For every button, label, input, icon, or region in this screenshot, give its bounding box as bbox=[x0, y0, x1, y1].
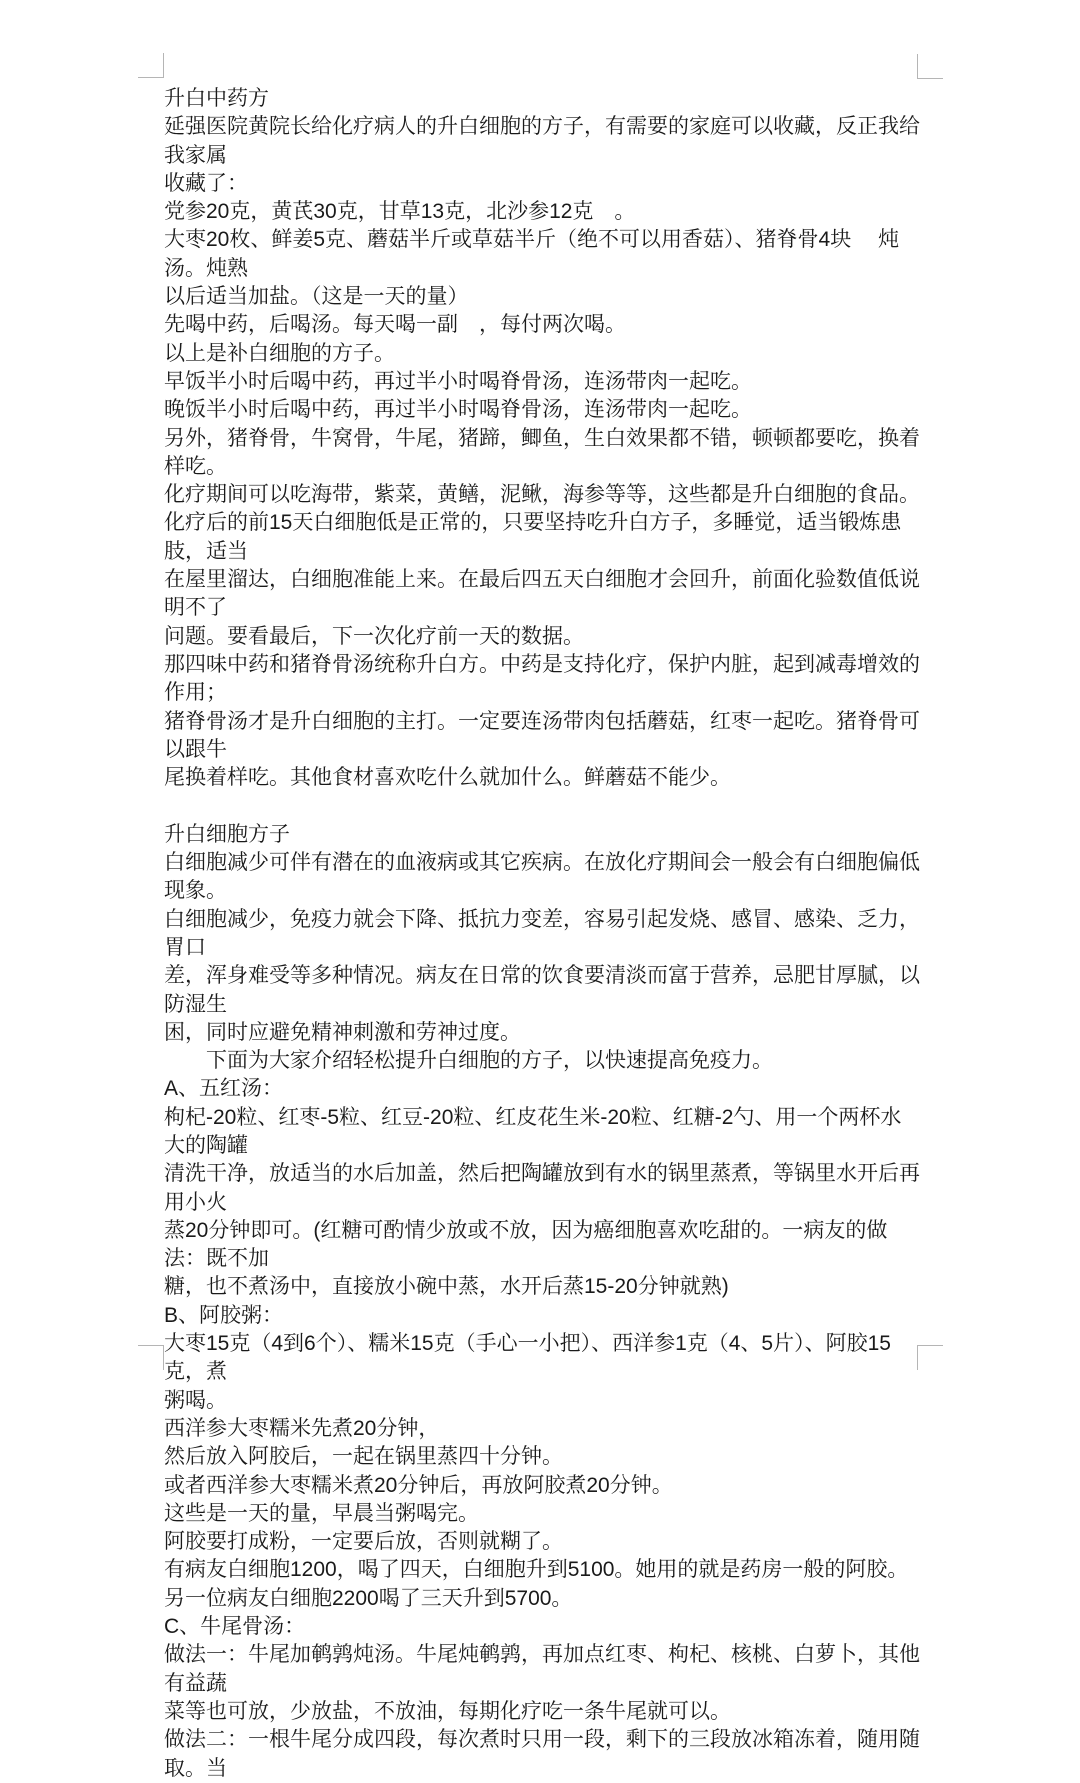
text-line: 以后适当加盐。（这是一天的量） bbox=[164, 285, 469, 309]
text-line: 收藏了： bbox=[164, 171, 248, 195]
section-sheng-bai-zhong-yao-fang bbox=[164, 85, 920, 792]
text-line: 差，浑身难受等多种情况。病友在日常的饮食要清淡而富于营养，忌肥甘厚腻，以防湿生 bbox=[164, 964, 920, 1016]
text-line: 早饭半小时后喝中药，再过半小时喝脊骨汤，连汤带肉一起吃。 bbox=[164, 369, 752, 393]
text-line: 有病友白细胞1200，喝了四天，白细胞升到5100。她用的就是药房一般的阿胶。 bbox=[164, 1558, 909, 1582]
text-line: 困，同时应避免精神刺激和劳神过度。 bbox=[164, 1020, 521, 1044]
text-line: 大枣20枚、鲜姜5克、蘑菇半斤或草菇半斤（绝不可以用香菇）、猪脊骨4块 炖汤。炖熟 bbox=[164, 228, 900, 280]
section-heading: 升白细胞方子 bbox=[164, 822, 290, 846]
text-line: 尾换着样吃。其他食材喜欢吃什么就加什么。鲜蘑菇不能少。 bbox=[164, 766, 731, 790]
text-line: 这些是一天的量，早晨当粥喝完。 bbox=[164, 1501, 479, 1525]
text-line: 下面为大家介绍轻松提升白细胞的方子，以快速提高免疫力。 bbox=[164, 1049, 773, 1073]
section-sheng-bai-xi-bao-fang-zi bbox=[164, 821, 920, 1783]
document-text bbox=[164, 85, 920, 1783]
text-line: 菜等也可放，少放盐，不放油，每期化疗吃一条牛尾就可以。 bbox=[164, 1699, 731, 1723]
text-line: 枸杞-20粒、红枣-5粒、红豆-20粒、红皮花生米-20粒、红糖-2勺、用一个两杯水大的陶罐 bbox=[164, 1105, 902, 1157]
text-line: 延强医院黄院长给化疗病人的升白细胞的方子，有需要的家庭可以收藏，反正我给我家属 bbox=[164, 115, 920, 167]
text-line: 大枣15克（4到6个）、糯米15克（手心一小把）、西洋参1克（4、5片）、阿胶15克，煮 bbox=[164, 1332, 891, 1384]
text-line: 糖，也不煮汤中，直接放小碗中蒸，水开后蒸15-20分钟就熟) bbox=[164, 1275, 729, 1299]
text-line: 做法一：牛尾加鹌鹑炖汤。牛尾炖鹌鹑，再加点红枣、枸杞、核桃、白萝卜，其他有益蔬 bbox=[164, 1643, 920, 1695]
text-line: 化疗期间可以吃海带，紫菜，黄鳝，泥鳅，海参等等，这些都是升白细胞的食品。 bbox=[164, 483, 920, 507]
margin-crop-mark-top-left bbox=[138, 53, 164, 78]
margin-crop-mark-bottom-left bbox=[138, 1345, 164, 1370]
margin-crop-mark-top-right bbox=[917, 54, 943, 79]
text-line: 蒸20分钟即可。(红糖可酌情少放或不放，因为癌细胞喜欢吃甜的。一病友的做法：既不加 bbox=[164, 1218, 888, 1271]
text-line: 另一位病友白细胞2200喝了三天升到5700。 bbox=[164, 1586, 573, 1610]
text-line: 先喝中药，后喝汤。每天喝一副 ，每付两次喝。 bbox=[164, 313, 626, 337]
text-line: 白细胞减少，免疫力就会下降、抵抗力变差，容易引起发烧、感冒、感染、乏力，胃口 bbox=[164, 907, 920, 959]
text-line: 党参20克，黄芪30克，甘草13克，北沙参12克 。 bbox=[164, 200, 636, 224]
text-line: 西洋参大枣糯米先煮20分钟， bbox=[164, 1416, 440, 1440]
margin-crop-mark-bottom-right bbox=[917, 1345, 943, 1370]
text-line: 白细胞减少可伴有潜在的血液病或其它疾病。在放化疗期间会一般会有白细胞偏低现象。 bbox=[164, 851, 920, 903]
text-line: 另外，猪脊骨，牛窝骨，牛尾，猪蹄，鲫鱼，生白效果都不错，顿顿都要吃，换着样吃。 bbox=[164, 426, 920, 478]
text-line: B、阿胶粥： bbox=[164, 1303, 284, 1327]
text-line: 那四味中药和猪脊骨汤统称升白方。中药是支持化疗，保护内脏，起到减毒增效的作用； bbox=[164, 652, 920, 705]
text-line: 晚饭半小时后喝中药，再过半小时喝脊骨汤，连汤带肉一起吃。 bbox=[164, 398, 752, 422]
text-line: 在屋里溜达，白细胞准能上来。在最后四五天白细胞才会回升，前面化验数值低说明不了 bbox=[164, 568, 920, 620]
text-line: A、五红汤： bbox=[164, 1077, 284, 1101]
text-line: 粥喝。 bbox=[164, 1388, 227, 1412]
text-line: 猪脊骨汤才是升白细胞的主打。一定要连汤带肉包括蘑菇，红枣一起吃。猪脊骨可以跟牛 bbox=[164, 709, 920, 761]
text-line: 以上是补白细胞的方子。 bbox=[164, 341, 395, 365]
text-line: 问题。要看最后，下一次化疗前一天的数据。 bbox=[164, 624, 584, 648]
text-line: 然后放入阿胶后，一起在锅里蒸四十分钟。 bbox=[164, 1445, 563, 1469]
text-line: 阿胶要打成粉，一定要后放，否则就糊了。 bbox=[164, 1530, 563, 1554]
text-line: 或者西洋参大枣糯米煮20分钟后，再放阿胶煮20分钟。 bbox=[164, 1473, 673, 1497]
section-heading: 升白中药方 bbox=[164, 87, 269, 110]
text-line: 化疗后的前15天白细胞低是正常的，只要坚持吃升白方子，多睡觉，适当锻炼患肢，适当 bbox=[164, 511, 902, 563]
text-line: C、牛尾骨汤： bbox=[164, 1615, 306, 1639]
text-line: 做法二：一根牛尾分成四段，每次煮时只用一段，剩下的三段放冰箱冻着，随用随取。当 bbox=[164, 1728, 920, 1780]
text-line: 清洗干净，放适当的水后加盖，然后把陶罐放到有水的锅里蒸煮，等锅里水开后再用小火 bbox=[164, 1162, 920, 1214]
